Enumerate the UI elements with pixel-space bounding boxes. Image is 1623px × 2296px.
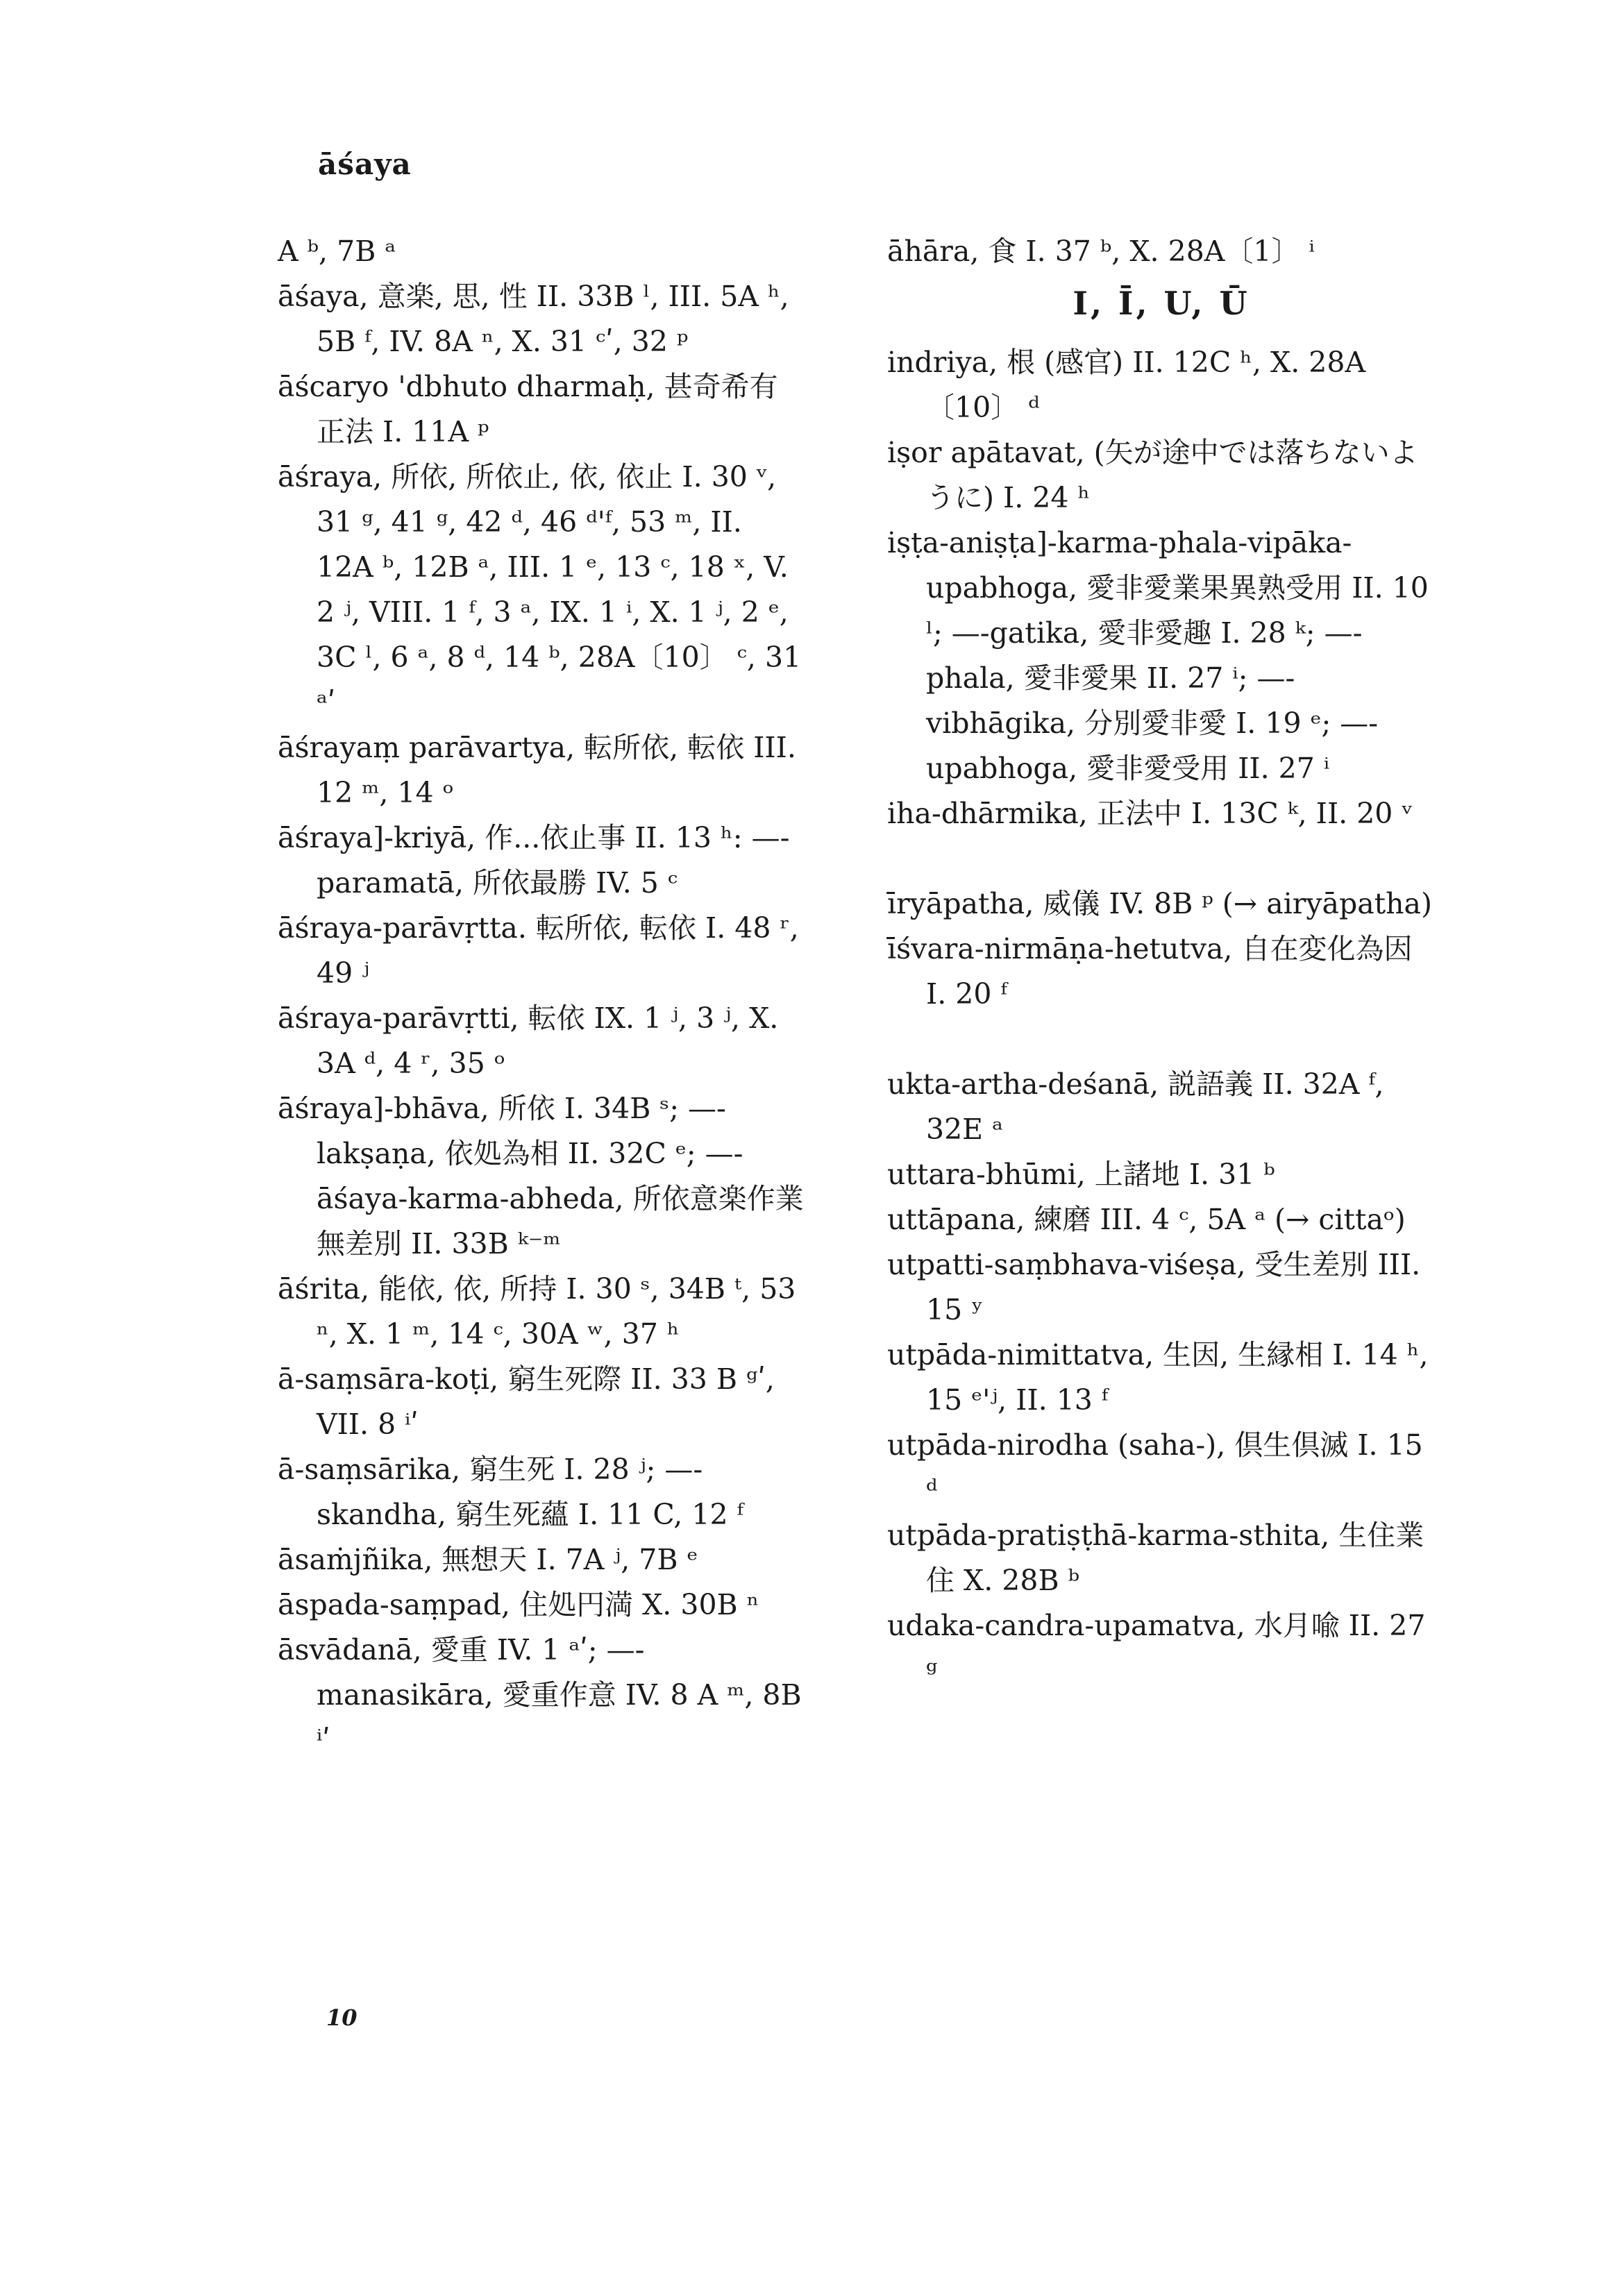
right-column [887, 229, 1436, 1694]
page-number: 10 [326, 2004, 358, 2031]
index-entry: āhāra, 食 I. 37 ᵇ, X. 28A〔1〕 ⁱ [887, 235, 1315, 268]
index-entry: āśaya, 意楽, 思, 性 II. 33B ˡ, III. 5A ʰ, 5B ᶠ, IV. 8A ⁿ, X. 31 ᶜʹ, 32 ᵖ [278, 280, 789, 358]
index-entry: ā-saṃsārika, 窮生死 I. 28 ʲ; —-skandha, 窮生死蘊 I. 11 C, 12 ᶠ [278, 1453, 743, 1531]
index-entry: utpāda-nirodha (saha-), 倶生倶滅 I. 15 ᵈ [887, 1428, 1423, 1507]
index-entry: utpāda-pratiṣṭhā-karma-sthita, 生住業住 X. 28B ᵇ [887, 1519, 1424, 1597]
index-entry: udaka-candra-upamatva, 水月喩 II. 27 ᵍ [887, 1609, 1426, 1687]
index-entry: āśraya]-kriyā, 作...依止事 II. 13 ʰ: —-paramatā, 所依最勝 IV. 5 ᶜ [278, 821, 790, 900]
index-entry: īśvara-nirmāṇa-hetutva, 自在変化為因 I. 20 ᶠ [887, 932, 1413, 1011]
page-header: āśaya [318, 147, 412, 181]
section-gap [887, 1017, 1436, 1062]
section-gap [887, 836, 1436, 881]
index-entry: āśrita, 能依, 依, 所持 I. 30 ˢ, 34B ᵗ, 53 ⁿ, X. 1 ᵐ, 14 ᶜ, 30A ʷ, 37 ʰ [278, 1272, 796, 1351]
index-entry: indriya, 根 (感官) II. 12C ʰ, X. 28A〔10〕 ᵈ [887, 346, 1366, 424]
index-entry: iha-dhārmika, 正法中 I. 13C ᵏ, II. 20 ᵛ [887, 797, 1413, 830]
index-entry: āsaṁjñika, 無想天 I. 7A ʲ, 7B ᵉ [278, 1543, 698, 1576]
index-entry: uttara-bhūmi, 上諸地 I. 31 ᵇ [887, 1158, 1275, 1191]
index-entry: āśraya]-bhāva, 所依 I. 34B ˢ; —-lakṣaṇa, 依処為相 II. 32C ᵉ; —-āśaya-karma-abheda, 所依意楽作業無差別 II. 33B ᵏ⁻ᵐ [278, 1092, 804, 1260]
index-entry: āścaryo 'dbhuto dharmaḥ, 甚奇希有正法 I. 11A ᵖ [278, 370, 778, 448]
index-entry: iṣṭa-aniṣṭa]-karma-phala-vipāka-upabhoga, 愛非愛業果異熟受用 II. 10 ˡ; —-gatika, 愛非愛趣 I. 28 ᵏ; —-phala, 愛非愛果 II. 27 ⁱ; —-vibhāgika, 分別愛非愛 I. 19 ᵉ; —-upabhoga, 愛非愛受用 II. 27 ⁱ [887, 526, 1429, 785]
index-entry: utpāda-nimittatva, 生因, 生縁相 I. 14 ʰ, 15 ᵉ'ʲ, II. 13 ᶠ [887, 1338, 1429, 1417]
index-entry: ā-saṃsāra-koṭi, 窮生死際 II. 33 B ᵍʹ, VII. 8 ⁱʹ [278, 1362, 775, 1441]
index-entry: ukta-artha-deśanā, 説語義 II. 32A ᶠ, 32E ᵃ [887, 1067, 1384, 1146]
section-title: I, Ī, U, Ū [1073, 285, 1250, 322]
index-entry: īryāpatha, 威儀 IV. 8B ᵖ (→ airyāpatha) [887, 887, 1432, 920]
index-entry: A ᵇ, 7B ᵃ [278, 235, 396, 268]
index-entry: āśraya, 所依, 所依止, 依, 依止 I. 30 ᵛ, 31 ᵍ, 41 ᵍ, 42 ᵈ, 46 ᵈ'ᶠ, 53 ᵐ, II. 12A ᵇ, 12B ᵃ, III. 1 ᵉ, 13 ᶜ, 18 ˣ, V. 2 ʲ, VIII. 1 ᶠ, 3 ᵃ, IX. 1 ⁱ, X. 1 ʲ, 2 ᵉ, 3C ˡ, 6 ᵃ, 8 ᵈ, 14 ᵇ, 28A〔10〕 ᶜ, 31 ᵃʹ [278, 460, 802, 719]
index-entry: āśrayaṃ parāvartya, 転所依, 転依 III. 12 ᵐ, 14 ᵒ [278, 731, 796, 809]
index-entry: uttāpana, 練磨 III. 4 ᶜ, 5A ᵃ (→ cittaᵒ) [887, 1203, 1406, 1236]
index-entry: āśraya-parāvṛtta. 転所依, 転依 I. 48 ʳ, 49 ʲ [278, 911, 799, 990]
index-entry: āspada-saṃpad, 住処円満 X. 30B ⁿ [278, 1588, 759, 1621]
left-column [278, 229, 805, 1763]
index-entry: utpatti-saṃbhava-viśeṣa, 受生差別 III. 15 ʸ [887, 1248, 1421, 1326]
index-entry: āśraya-parāvṛtti, 転依 IX. 1 ʲ, 3 ʲ, X. 3A ᵈ, 4 ʳ, 35 ᵒ [278, 1002, 779, 1080]
index-entry: iṣor apātavat, (矢が途中では落ちないように) I. 24 ʰ [887, 436, 1418, 514]
index-entry: āsvādanā, 愛重 IV. 1 ᵃʹ; —-manasikāra, 愛重作意 IV. 8 A ᵐ, 8B ⁱʹ [278, 1633, 802, 1757]
